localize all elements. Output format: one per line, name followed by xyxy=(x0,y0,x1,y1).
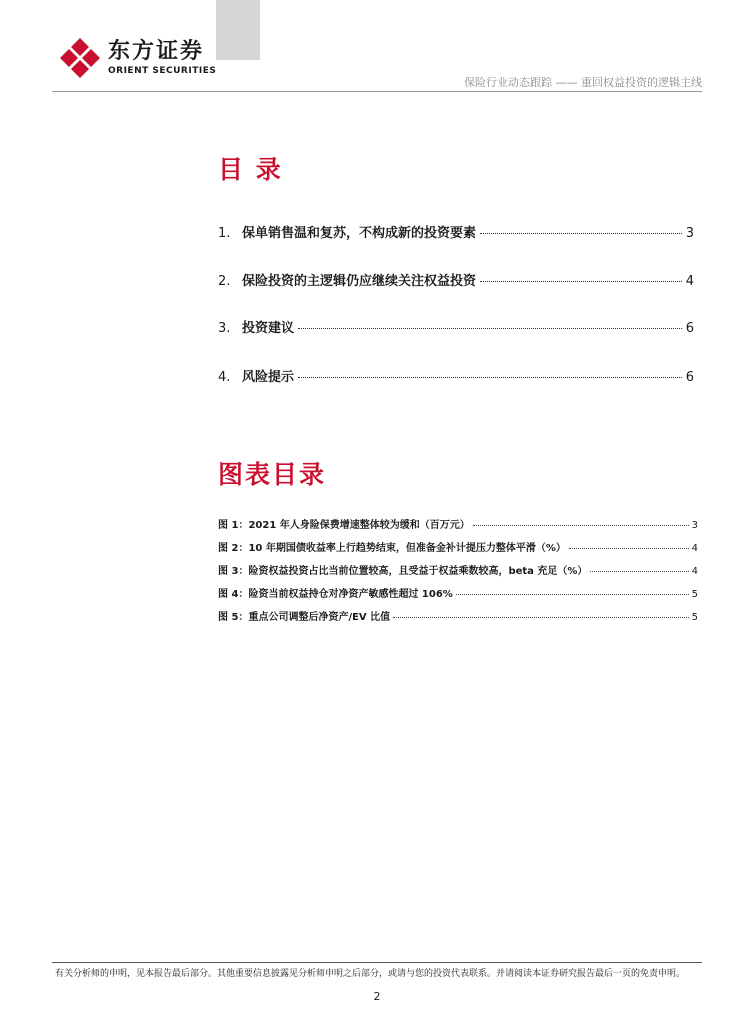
figure-item-3[interactable] xyxy=(218,562,698,577)
figure-item-2[interactable] xyxy=(218,539,698,554)
header-divider xyxy=(52,91,702,92)
figure-item-page: 5 xyxy=(691,612,698,623)
company-logo xyxy=(58,36,216,80)
toc-leader xyxy=(298,377,682,378)
toc-item-number: 2. xyxy=(218,274,231,289)
logo-emblem-icon xyxy=(58,36,102,80)
figure-item-4[interactable] xyxy=(218,585,698,600)
toc-item-text: 投资建议 xyxy=(242,321,295,336)
figure-item-1[interactable] xyxy=(218,516,698,531)
toc-leader xyxy=(480,233,682,234)
logo-chinese-name: 东方证券 xyxy=(108,39,205,64)
report-title: 保险行业动态跟踪 —— 重回权益投资的逻辑主线 xyxy=(464,76,702,89)
toc-item-page: 6 xyxy=(685,321,694,336)
figure-item-page: 5 xyxy=(691,589,698,600)
figure-leader xyxy=(590,571,688,572)
toc-item-4[interactable] xyxy=(218,366,694,385)
figure-leader xyxy=(393,617,688,618)
figure-item-page: 4 xyxy=(691,543,698,554)
toc-item-page: 3 xyxy=(685,226,694,241)
figures-title: 图表目录 xyxy=(218,460,327,489)
figure-item-page: 4 xyxy=(691,566,698,577)
footer-disclaimer: 有关分析师的申明，见本报告最后部分。其他重要信息披露见分析师申明之后部分，或请与您的投资代表联系。并请阅读本证券研究报告最后一页的免责申明。 xyxy=(55,969,686,979)
toc-item-page: 6 xyxy=(685,370,694,385)
toc-leader xyxy=(298,328,682,329)
toc-item-1[interactable] xyxy=(218,222,694,241)
figure-item-text: 图 1：2021 年人身险保费增速整体较为缓和（百万元） xyxy=(218,520,470,531)
header-decor-bar xyxy=(216,0,260,60)
figure-item-text: 图 5：重点公司调整后净资产/EV 比值 xyxy=(218,612,391,623)
toc-item-number: 4. xyxy=(218,370,231,385)
figure-leader xyxy=(569,548,689,549)
figure-item-text: 图 2：10 年期国债收益率上行趋势结束，但准备金补计提压力整体平滑（%） xyxy=(218,543,566,554)
toc-item-number: 3. xyxy=(218,321,231,336)
toc-item-text: 风险提示 xyxy=(242,370,295,385)
footer-divider xyxy=(52,962,702,963)
figure-item-text: 图 3：险资权益投资占比当前位置较高，且受益于权益乘数较高，beta 充足（%） xyxy=(218,566,588,577)
page-number: 2 xyxy=(373,990,381,1003)
toc-item-page: 4 xyxy=(685,274,694,289)
figure-item-text: 图 4：险资当前权益持仓对净资产敏感性超过 106% xyxy=(218,589,453,600)
figure-item-5[interactable] xyxy=(218,608,698,623)
logo-english-name: ORIENT SECURITIES xyxy=(108,66,217,76)
toc-leader xyxy=(480,281,682,282)
toc-item-text: 保险投资的主逻辑仍应继续关注权益投资 xyxy=(242,274,477,289)
toc-title: 目 录 xyxy=(218,155,283,184)
toc-item-text: 保单销售温和复苏，不构成新的投资要素 xyxy=(242,226,477,241)
toc-item-number: 1. xyxy=(218,226,231,241)
figure-leader xyxy=(456,594,689,595)
figure-item-page: 3 xyxy=(691,520,698,531)
figure-leader xyxy=(473,525,689,526)
toc-item-3[interactable] xyxy=(218,317,694,336)
toc-item-2[interactable] xyxy=(218,270,694,289)
